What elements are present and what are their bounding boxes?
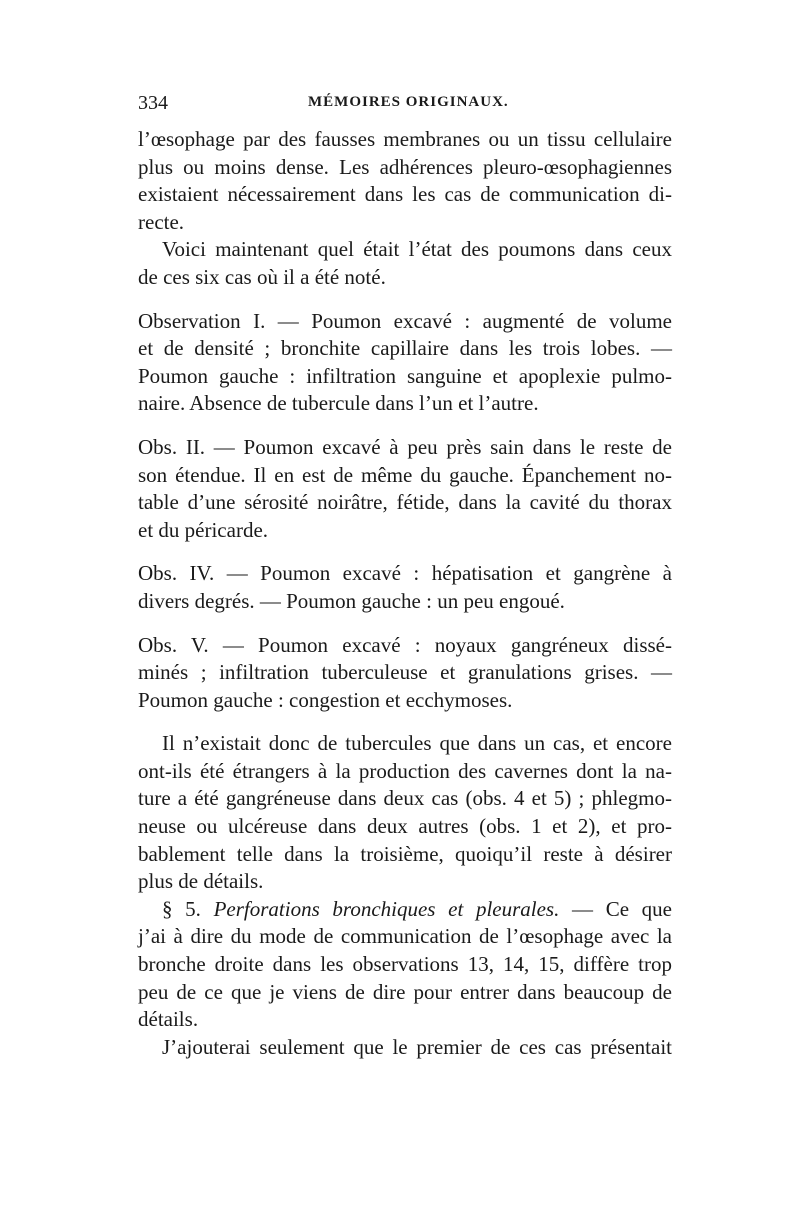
text-line: table d’une sérosité noirâtre, fétide, dans la cavité du thorax — [138, 490, 672, 515]
text-line: recte. — [138, 209, 185, 234]
paragraph — [138, 236, 672, 291]
text-line: et du péricarde. — [138, 517, 269, 542]
paragraph — [138, 1034, 672, 1062]
text-line: ont-ils été étrangers à la production des cavernes dont la na- — [138, 758, 672, 783]
text-line: J’ajouterai seulement que le premier de ces cas présentait — [162, 1034, 672, 1059]
text-line: Poumon gauche : congestion et ecchymoses. — [138, 687, 513, 712]
text-line: bablement telle dans la troisième, quoiqu’il reste à désirer — [138, 841, 672, 866]
section-heading-line — [138, 896, 672, 924]
text-line: Observation I. — Poumon excavé : augmenté de volume — [138, 308, 672, 333]
text-line: l’œsophage par des fausses membranes ou un tissu cellulaire — [138, 127, 672, 151]
running-head — [138, 92, 672, 126]
page-number: 334 — [138, 92, 168, 114]
text-line: Obs. II. — Poumon excavé à peu près sain dans le reste de — [138, 434, 672, 459]
text-line: peu de ce que je viens de dire pour entrer dans beaucoup de — [138, 979, 672, 1004]
text-line: neuse ou ulcéreuse dans deux autres (obs. 1 et 2), et pro- — [138, 814, 672, 839]
observation-4 — [138, 560, 672, 615]
text-line: plus ou moins dense. Les adhérences pleuro-œsophagiennes — [138, 154, 672, 179]
running-title: MÉMOIRES ORIGINAUX. — [308, 94, 509, 110]
text-line: Il n’existait donc de tubercules que dans un cas, et encore — [162, 731, 672, 756]
text-line: j’ai à dire du mode de communication de l’œsophage avec la — [138, 924, 672, 949]
text-line: Poumon gauche : infiltration sanguine et apoplexie pulmo- — [138, 363, 672, 388]
text-line: bronche droite dans les observations 13, 14, 15, diffère trop — [138, 952, 672, 977]
text-line: détails. — [138, 1007, 199, 1032]
text-line: ture a été gangréneuse dans deux cas (obs. 4 et 5) ; phlegmo- — [138, 786, 672, 811]
text-line: de ces six cas où il a été noté. — [138, 264, 386, 289]
observation-5 — [138, 632, 672, 715]
text-line: Obs. V. — Poumon excavé : noyaux gangréneux dissé- — [138, 632, 672, 657]
text-line: — Ce que — [572, 896, 673, 921]
text-line: et de densité ; bronchite capillaire dans les trois lobes. — — [138, 336, 672, 361]
book-page — [138, 92, 672, 1061]
section-title: Perforations bronchiques et pleurales. — [213, 896, 560, 921]
section-5 — [138, 896, 672, 1034]
text-line: son étendue. Il en est de même du gauche. Épanchement no- — [138, 462, 672, 487]
paragraph — [138, 730, 672, 896]
text-line: existaient nécessairement dans les cas de communication di- — [138, 182, 672, 207]
observation-2 — [138, 434, 672, 544]
section-number: § 5. — [162, 896, 201, 921]
text-line: plus de détails. — [138, 869, 264, 894]
text-line: divers degrés. — Poumon gauche : un peu engoué. — [138, 588, 565, 613]
text-line: Obs. IV. — Poumon excavé : hépatisation et gangrène à — [138, 561, 672, 586]
text-line: minés ; infiltration tuberculeuse et granulations grises. — — [138, 660, 672, 685]
text-line: naire. Absence de tubercule dans l’un et l’autre. — [138, 391, 539, 416]
observation-1 — [138, 308, 672, 418]
text-line: Voici maintenant quel était l’état des poumons dans ceux — [162, 237, 672, 262]
paragraph — [138, 126, 672, 236]
